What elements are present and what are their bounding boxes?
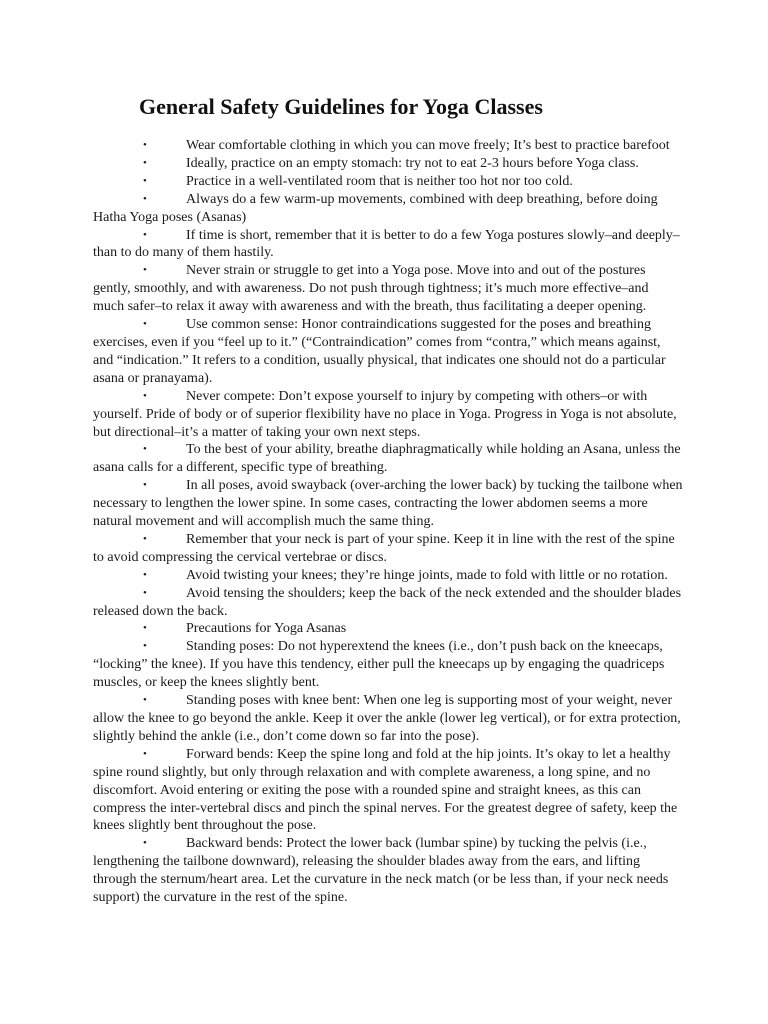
- bullet-marker: •: [143, 443, 147, 456]
- guideline-item: [93, 835, 683, 907]
- bullet-marker: •: [143, 747, 147, 760]
- bullet-marker: •: [143, 640, 147, 653]
- guideline-text: Use common sense: Honor contraindications suggested for the poses and breathing exercises, even if you “feel up to it.” (“Contraindication” comes from “contra,” which means against, and “indication.” It refers to a condition, usually physical, that indicates one should not do a particular asana or pranayama).: [93, 317, 666, 386]
- guideline-text: If time is short, remember that it is better to do a few Yoga postures slowly–and deeply– than to do many of them hastily.: [93, 227, 680, 261]
- bullet-marker: •: [143, 264, 147, 277]
- guideline-item: [93, 620, 683, 638]
- bullet-marker: •: [143, 228, 147, 241]
- guideline-item: [93, 227, 683, 263]
- guideline-item: [93, 262, 683, 316]
- guideline-text: Forward bends: Keep the spine long and fold at the hip joints. It’s okay to let a healthy spine round slightly, but only through relaxation and with complete awareness, a long spine, and no discomfort. Avoid entering or exiting the pose with a rounded spine and straight knees, as this can compress the inter-vertebral discs and pinch the spinal nerves. For the greatest degree of safety, keep the knees slightly bent throughout the pose.: [93, 746, 678, 834]
- bullet-marker: •: [143, 694, 147, 707]
- guideline-text: Never compete: Don’t expose yourself to injury by competing with others–or with yourself. Pride of body or of superior flexibility have no place in Yoga. Progress in Yoga is not absolute, but directional–it’s a matter of taking your own next steps.: [93, 388, 677, 440]
- guideline-text: Remember that your neck is part of your spine. Keep it in line with the rest of the spine to avoid compressing the cervical vertebrae or discs.: [93, 531, 675, 565]
- guideline-item: [93, 585, 683, 621]
- document-title: General Safety Guidelines for Yoga Classes: [139, 94, 543, 119]
- guideline-item: [93, 191, 683, 227]
- guideline-text: Wear comfortable clothing in which you can move freely; It’s best to practice barefoot: [186, 138, 670, 153]
- guideline-text: Standing poses with knee bent: When one leg is supporting most of your weight, never allow the knee to go beyond the ankle. Keep it over the ankle (lower leg vertical), or for extra protection, slightly behind the ankle (i.e., don’t come down so far into the pose).: [93, 693, 681, 744]
- guideline-item: [93, 155, 683, 173]
- guideline-item: [93, 173, 683, 191]
- bullet-marker: •: [143, 532, 147, 545]
- bullet-marker: •: [143, 622, 147, 635]
- guideline-item: [93, 692, 683, 746]
- guideline-text: Precautions for Yoga Asanas: [186, 621, 347, 637]
- guideline-text: Practice in a well-ventilated room that is neither too hot nor too cold.: [186, 173, 573, 189]
- guideline-text: Standing poses: Do not hyperextend the knees (i.e., don’t push back on the kneecaps, “locking” the knee). If you have this tendency, either pull the kneecaps up by engaging the quadriceps muscles, or keep the knees slightly bent.: [93, 639, 665, 691]
- bullet-marker: •: [143, 139, 147, 151]
- guideline-item: [93, 137, 683, 155]
- bullet-marker: •: [143, 837, 147, 850]
- guideline-text: Always do a few warm-up movements, combined with deep breathing, before doing Hatha Yoga poses (Asanas): [93, 191, 658, 225]
- bullet-marker: •: [143, 389, 147, 402]
- bullet-marker: •: [143, 586, 147, 599]
- guideline-item: [93, 746, 683, 836]
- guideline-item: [93, 567, 683, 585]
- bullet-marker: •: [143, 318, 147, 331]
- bullet-marker: •: [143, 174, 147, 187]
- guideline-item: [93, 638, 683, 692]
- guideline-item: [93, 477, 683, 531]
- guideline-text: In all poses, avoid swayback (over-arching the lower back) by tucking the tailbone when necessary to lengthen the lower spine. In some cases, contracting the lower abdomen seems a more natural movement and will accomplish much the same thing.: [93, 478, 683, 530]
- guideline-item: [93, 531, 683, 567]
- bullet-marker: •: [143, 156, 147, 169]
- guideline-text: Avoid twisting your knees; they’re hinge joints, made to fold with little or no rotation.: [186, 567, 668, 583]
- guideline-text: Avoid tensing the shoulders; keep the back of the neck extended and the shoulder blades released down the back.: [93, 585, 682, 619]
- guideline-text: To the best of your ability, breathe diaphragmatically while holding an Asana, unless the asana calls for a different, specific type of breathing.: [93, 442, 681, 476]
- bullet-marker: •: [143, 568, 147, 581]
- bullet-marker: •: [143, 192, 147, 205]
- guideline-item: [93, 441, 683, 477]
- guideline-text: Ideally, practice on an empty stomach: try not to eat 2-3 hours before Yoga class.: [186, 155, 639, 171]
- guideline-item: [93, 388, 683, 442]
- guidelines-list: [93, 137, 683, 907]
- guideline-item: [93, 316, 683, 388]
- guideline-text: Never strain or struggle to get into a Yoga pose. Move into and out of the postures gently, smoothly, and with awareness. Do not push through tightness; it’s much more effective–and much safer–to relax it away with awareness and with the breath, thus facilitating a deeper opening.: [93, 263, 649, 315]
- guideline-text: Backward bends: Protect the lower back (lumbar spine) by tucking the pelvis (i.e., lengthening the tailbone downward), releasing the shoulder blades away from the ears, and lifting through the sternum/heart area. Let the curvature in the neck match (or be less than, if your neck needs support) the curvature in the rest of the spine.: [93, 836, 669, 906]
- bullet-marker: •: [143, 479, 147, 492]
